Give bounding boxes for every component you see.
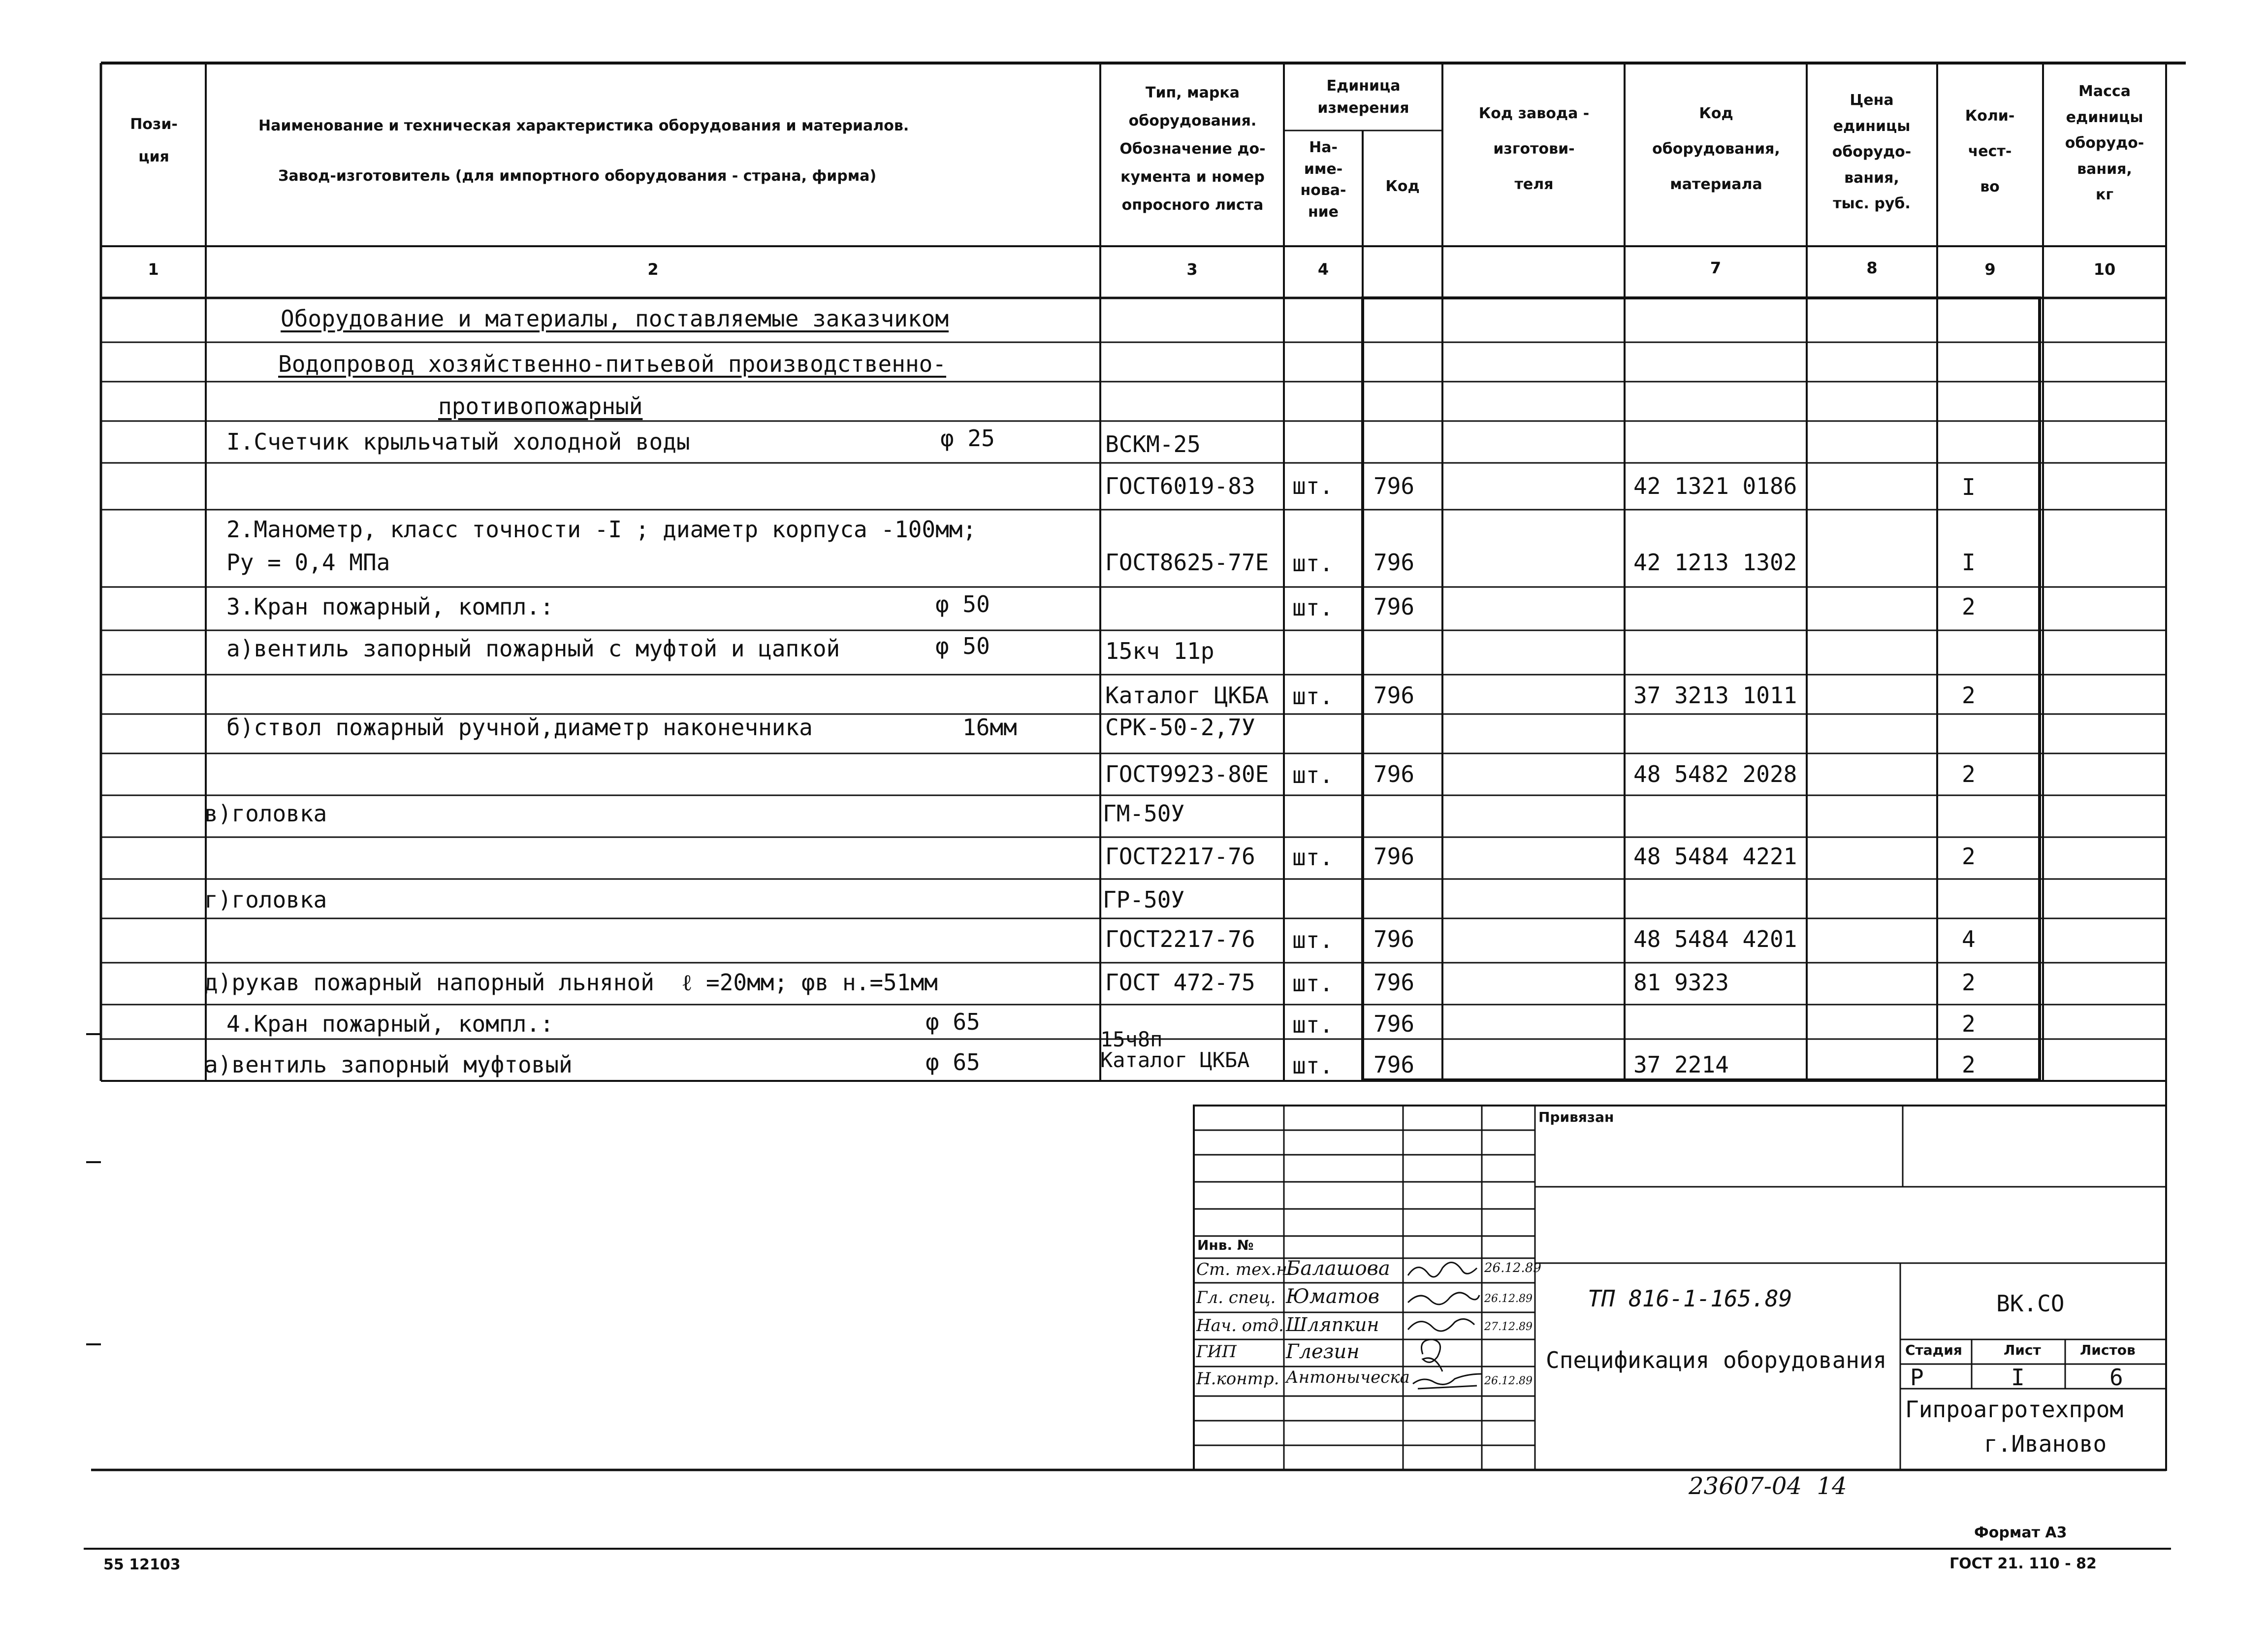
- row-name: а)вентиль запорный муфтовый: [204, 1051, 573, 1078]
- row-type: ВСКМ-25: [1105, 431, 1201, 457]
- signatory-role: Гл. спец.: [1196, 1288, 1276, 1307]
- col-number-8: 8: [1866, 259, 1878, 277]
- row-type: ГМ-50У: [1103, 800, 1185, 827]
- row-type: ГОСТ6019-83: [1105, 473, 1255, 499]
- row-unit-code: 796: [1374, 473, 1415, 499]
- row-name: а)вентиль запорный пожарный с муфтой и цапкой: [226, 635, 840, 662]
- col-number-2: 2: [647, 260, 659, 279]
- row-name: б)ствол пожарный ручной,диаметр наконечника: [226, 714, 813, 741]
- row-name: 2.Манометр, класс точности -I ; диаметр корпуса -100мм;: [226, 516, 977, 543]
- row-type: Каталог ЦКБА: [1105, 682, 1269, 709]
- signatory-role: Ст. тех.н.: [1196, 1260, 1293, 1279]
- row-quantity: 2: [1962, 682, 1976, 709]
- stage-label: Стадия: [1905, 1342, 1962, 1358]
- signatory-name: Юматов: [1286, 1285, 1380, 1308]
- row-unit-code: 796: [1374, 593, 1415, 620]
- row-unit: шт.: [1292, 844, 1334, 871]
- col-number-1: 1: [148, 260, 159, 279]
- row-unit-code: 796: [1374, 682, 1415, 709]
- sheet-value: I: [2011, 1364, 2025, 1391]
- row-unit-code: 796: [1374, 549, 1415, 576]
- stage-value: Р: [1910, 1364, 1924, 1391]
- signatory-role: Нач. отд.: [1196, 1316, 1284, 1335]
- row-equipment-code: 81 9323: [1633, 969, 1729, 996]
- row-unit-code: 796: [1374, 1010, 1415, 1037]
- signatory-role: ГИП: [1196, 1342, 1237, 1362]
- header-price: Цена единицы оборудо- вания, тыс. руб.: [1832, 92, 1912, 212]
- row-quantity: 2: [1962, 843, 1976, 870]
- form-code: 55 12103: [103, 1556, 181, 1573]
- header-equipment-code: Код оборудования, материала: [1652, 105, 1780, 193]
- handwritten-archive-number: 23607-04 14: [1689, 1472, 1847, 1500]
- section-title-line3: противопожарный: [438, 393, 643, 420]
- section-title-line2: Водопровод хозяйственно-питьевой производственно-: [278, 351, 947, 377]
- row-equipment-code: 42 1321 0186: [1633, 473, 1797, 499]
- document-code: ТП 816-1-165.89: [1588, 1285, 1792, 1312]
- gost-standard: ГОСТ 21. 110 - 82: [1949, 1555, 2097, 1572]
- row-quantity: 2: [1962, 1010, 1976, 1037]
- sheets-label: Листов: [2080, 1342, 2136, 1358]
- organization-name: Гипроагротехпром: [1905, 1396, 2124, 1423]
- row-unit: шт.: [1292, 594, 1334, 621]
- row-unit: шт.: [1292, 1011, 1334, 1038]
- signatory-date: 27.12.89: [1484, 1321, 1533, 1333]
- section-title-line1: Оборудование и материалы, поставляемые заказчиком: [281, 305, 949, 332]
- row-diameter: φ 65: [926, 1049, 980, 1075]
- signatory-date: 26.12.89: [1484, 1293, 1533, 1305]
- row-name: 4.Кран пожарный, компл.:: [226, 1010, 554, 1037]
- signatory-name: Глезин: [1286, 1340, 1360, 1363]
- row-equipment-code: 37 2214: [1633, 1051, 1729, 1078]
- row-unit-code: 796: [1374, 843, 1415, 870]
- header-name-line1: Наименование и техническая характеристика оборудования и материалов.: [258, 117, 909, 134]
- title-block-inventory-no: Инв. №: [1197, 1237, 1254, 1253]
- row-quantity: 4: [1962, 926, 1976, 952]
- header-mass: Масса единицы оборудо- вания, кг: [2065, 83, 2144, 203]
- row-name: в)головка: [204, 800, 327, 827]
- header-factory-code: Код завода - изготови- теля: [1478, 105, 1590, 193]
- row-unit: шт.: [1292, 550, 1334, 577]
- row-type: ГОСТ2217-76: [1105, 843, 1255, 870]
- row-unit: шт.: [1292, 1052, 1334, 1079]
- row-equipment-code: 48 5482 2028: [1633, 761, 1797, 787]
- row-name: д)рукав пожарный напорный льняной ℓ =20мм; φв н.=51мм: [204, 969, 938, 996]
- paper-format: Формат А3: [1974, 1524, 2067, 1541]
- row-unit: шт.: [1292, 970, 1334, 997]
- header-unit-name: На- име- нова- ние: [1300, 139, 1346, 221]
- row-name: г)головка: [204, 886, 327, 913]
- row-unit-code: 796: [1374, 761, 1415, 787]
- signatory-name: Шляпкин: [1286, 1314, 1379, 1335]
- row-equipment-code: 48 5484 4201: [1633, 926, 1797, 952]
- row-unit: шт.: [1292, 683, 1334, 710]
- title-block-privyazan: Привязан: [1538, 1109, 1614, 1125]
- row-quantity: 2: [1962, 1051, 1976, 1078]
- document-title: Спецификация оборудования: [1546, 1347, 1887, 1373]
- row-name: 3.Кран пожарный, компл.:: [226, 593, 554, 620]
- row-equipment-code: 37 3213 1011: [1633, 682, 1797, 709]
- row-name: I.Счетчик крыльчатый холодной воды: [226, 428, 690, 455]
- row-quantity: I: [1962, 549, 1976, 576]
- row-diameter: 16мм: [962, 714, 1017, 741]
- row-equipment-code: 42 1213 1302: [1633, 549, 1797, 576]
- col-number-7: 7: [1710, 259, 1722, 277]
- row-unit-code: 796: [1374, 969, 1415, 996]
- col-number-3: 3: [1186, 260, 1198, 279]
- row-unit-code: 796: [1374, 1051, 1415, 1078]
- signatory-date: 26.12.89: [1484, 1375, 1533, 1387]
- col-number-9: 9: [1984, 260, 1996, 279]
- row-type: ГОСТ2217-76: [1105, 926, 1255, 952]
- row-name: Ру = 0,4 МПа: [226, 549, 390, 576]
- header-unit-code: Код: [1385, 178, 1420, 195]
- row-diameter: φ 25: [940, 425, 995, 452]
- header-type: Тип, марка оборудования. Обозначение до- кумента и номер опросного листа: [1119, 84, 1266, 214]
- row-quantity: 2: [1962, 761, 1976, 787]
- row-diameter: φ 65: [926, 1009, 980, 1035]
- signatory-date: 26.12.89: [1484, 1261, 1541, 1275]
- row-unit: шт.: [1292, 927, 1334, 953]
- header-position: Пози- ция: [130, 116, 178, 165]
- signatory-name: Балашова: [1286, 1257, 1390, 1280]
- row-type: СРК-50-2,7У: [1105, 714, 1255, 741]
- col-number-10: 10: [2093, 260, 2116, 279]
- signatory-name: Антоныческа: [1286, 1368, 1410, 1387]
- row-type: ГР-50У: [1103, 886, 1185, 913]
- row-unit-code: 796: [1374, 926, 1415, 952]
- row-unit: шт.: [1292, 762, 1334, 788]
- header-quantity: Коли- чест- во: [1965, 107, 2015, 195]
- row-diameter: φ 50: [935, 633, 990, 659]
- col-number-4: 4: [1317, 260, 1329, 279]
- row-unit: шт.: [1292, 473, 1334, 499]
- row-type: ГОСТ8625-77Е: [1105, 549, 1269, 576]
- row-type: ГОСТ 472-75: [1105, 969, 1255, 996]
- signatory-role: Н.контр.: [1196, 1369, 1279, 1389]
- row-diameter: φ 50: [935, 591, 990, 618]
- row-type: 15ч8п Каталог ЦКБА: [1100, 1027, 1250, 1072]
- row-quantity: 2: [1962, 969, 1976, 996]
- document-mark: ВК.СО: [1996, 1290, 2065, 1317]
- row-quantity: 2: [1962, 593, 1976, 620]
- row-equipment-code: 48 5484 4221: [1633, 843, 1797, 870]
- header-unit-group: Единица измерения: [1317, 77, 1409, 117]
- row-type: ГОСТ9923-80Е: [1105, 761, 1269, 787]
- sheet-label: Лист: [2004, 1342, 2041, 1358]
- row-type: 15кч 11р: [1105, 638, 1214, 664]
- header-name-line2: Завод-изготовитель (для импортного оборудования - страна, фирма): [278, 167, 877, 185]
- row-quantity: I: [1962, 474, 1976, 500]
- sheets-value: 6: [2109, 1364, 2123, 1391]
- organization-city: г.Иваново: [1984, 1431, 2107, 1457]
